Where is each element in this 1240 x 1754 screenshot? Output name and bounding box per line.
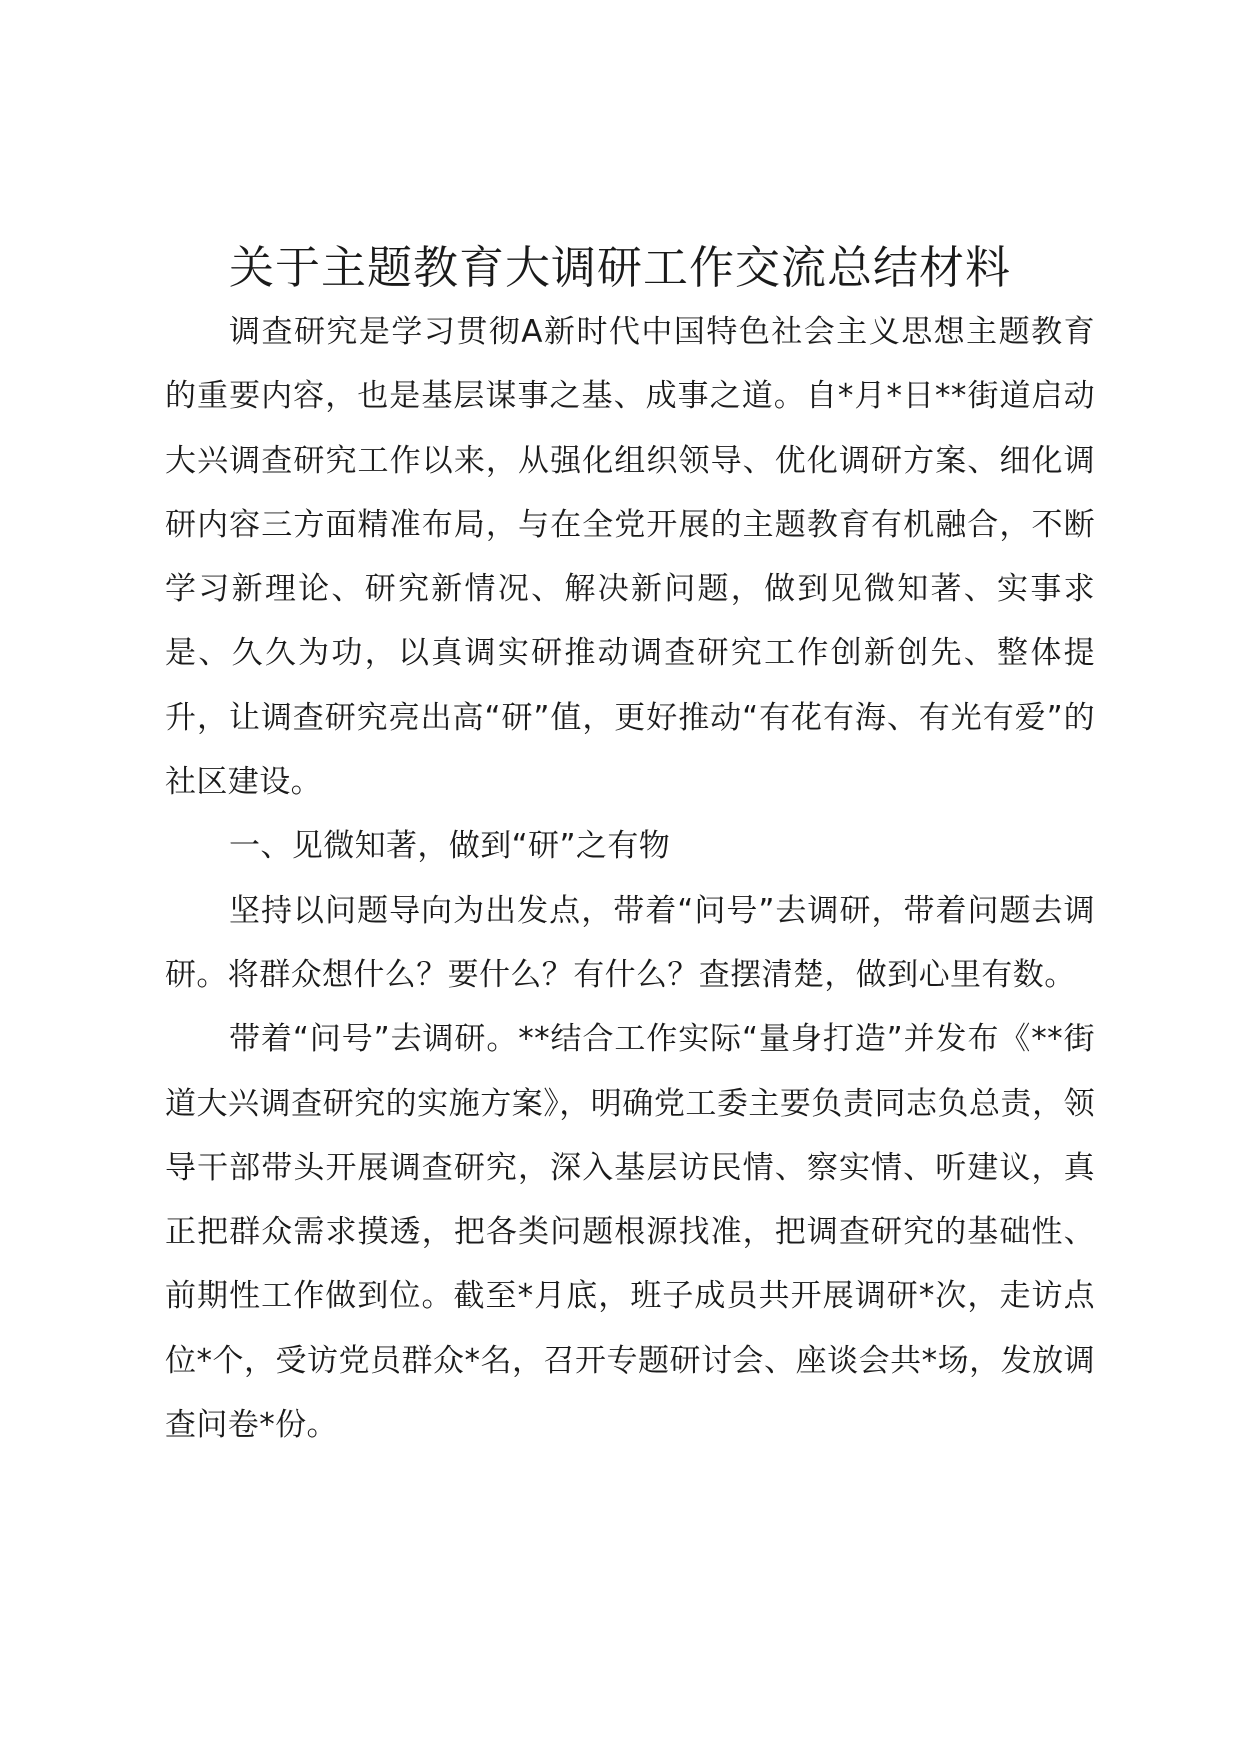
intro-paragraph: 调查研究是学习贯彻A新时代中国特色社会主义思想主题教育的重要内容，也是基层谋事之基、成事之道。自*月*日**街道启动大兴调查研究工作以来，从强化组织领导、优化调研方案、细化调研内容三方面精准布局，与在全党开展的主题教育有机融合，不断学习新理论、研究新情况、解决新问题，做到见微知著、实事求是、久久为功，以真调实研推动调查研究工作创新创先、整体提升，让调查研究亮出高“研”值，更好推动“有花有海、有光有爱”的社区建设。 xyxy=(165,314,1095,801)
section-heading-1: 一、见微知著，做到“研”之有物 xyxy=(229,828,671,865)
document-body xyxy=(165,300,1095,1457)
document-title: 关于主题教育大调研工作交流总结材料 xyxy=(228,241,1011,294)
section-1-paragraph-1: 坚持以问题导向为出发点，带着“问号”去调研，带着问题去调研。将群众想什么？要什么？有什么？查摆清楚，做到心里有数。 xyxy=(165,892,1095,993)
section-1-paragraph-2: 带着“问号”去调研。**结合工作实际“量身打造”并发布《**街道大兴调查研究的实施方案》，明确党工委主要负责同志负总责，领导干部带头开展调查研究，深入基层访民情、察实情、听建议，真正把群众需求摸透，把各类问题根源找准，把调查研究的基础性、前期性工作做到位。截至*月底，班子成员共开展调研*次，走访点位*个，受访党员群众*名，召开专题研讨会、座谈会共*场，发放调查问卷*份。 xyxy=(165,1021,1095,1444)
